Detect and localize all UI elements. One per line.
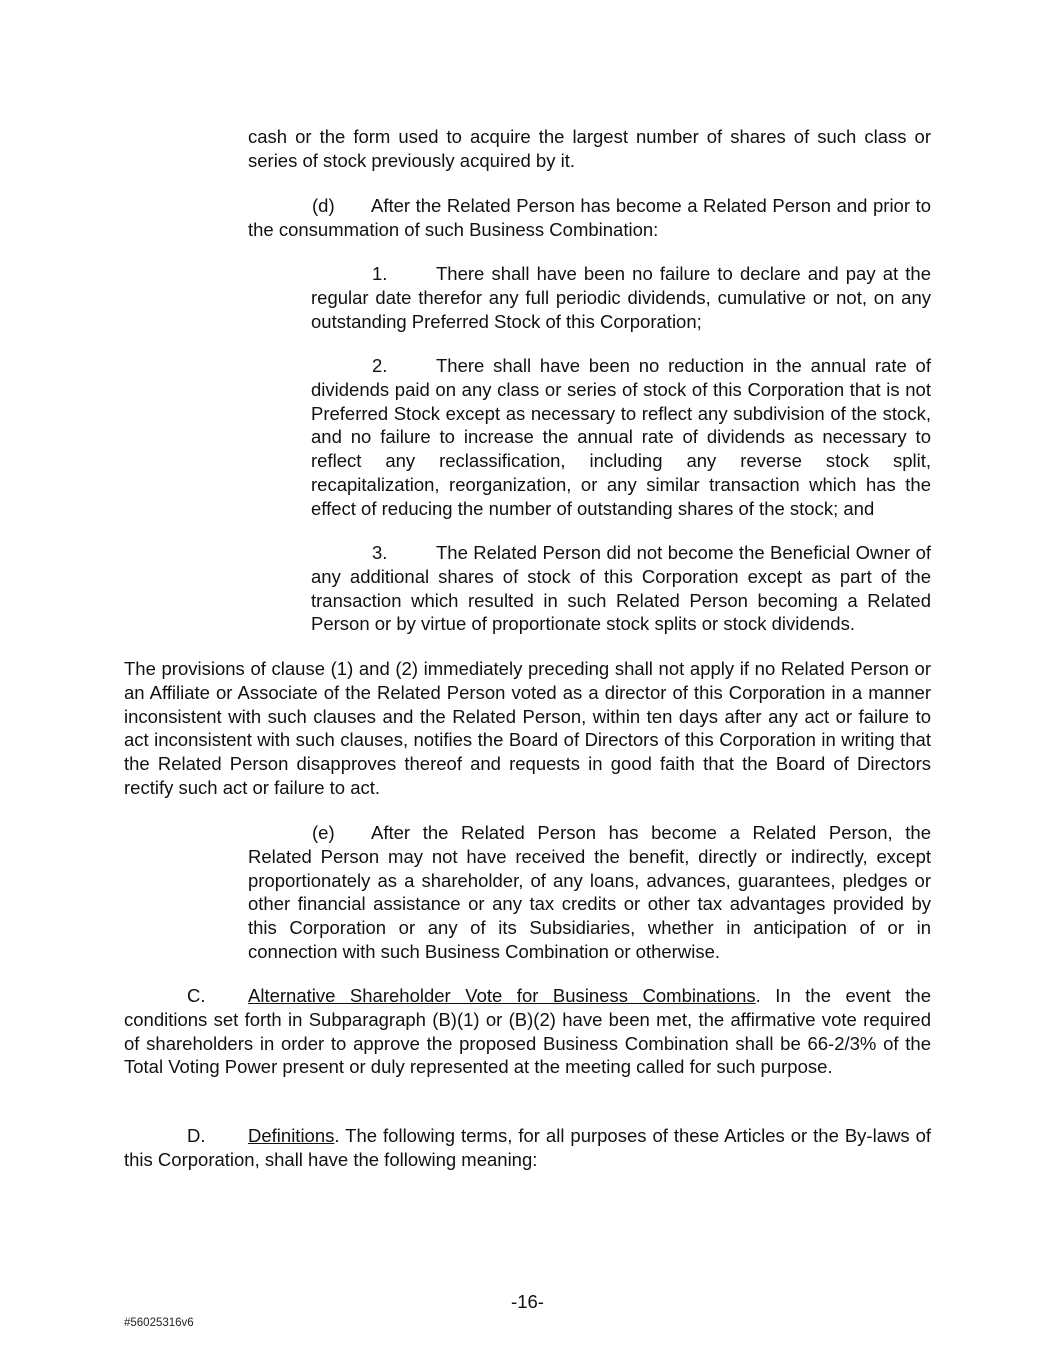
item-number: 2. — [372, 355, 388, 376]
item-text: There shall have been no failure to declare and pay at the regular date therefor any full periodic dividends, cumulative or not, on any outstanding Preferred Stock of this Corporation; — [311, 263, 931, 332]
clause-label: (d) — [312, 195, 335, 216]
clause-text: After the Related Person has become a Related Person, the Related Person may not have received the benefit, directly or indirectly, except proportionately as a shareholder, of any loans, advances, guarantees, pledges or other financial assistance or any tax credits or other tax advantages provided by this Corporation or any of its Subsidiaries, whether in anticipation of or in connection with such Business Combination or otherwise. — [248, 822, 931, 962]
page-number: -16- — [511, 1291, 544, 1312]
section-heading: Definitions — [248, 1125, 335, 1146]
item-number: 3. — [372, 542, 388, 563]
section-text: . The following terms, for all purposes of these Articles or the By-laws of this Corporation, shall have the following meaning: — [124, 1125, 931, 1170]
section-c — [124, 984, 931, 1079]
item-number: 1. — [372, 263, 388, 284]
paragraph-text: cash or the form used to acquire the largest number of shares of such class or series of stock previously acquired by it. — [248, 126, 931, 171]
section-heading: Alternative Shareholder Vote for Business Combinations — [248, 985, 756, 1006]
paragraph-provisions — [124, 657, 931, 800]
paragraph-cash — [248, 125, 931, 173]
list-item — [311, 354, 931, 521]
item-text: The Related Person did not become the Beneficial Owner of any additional shares of stock of this Corporation except as part of the transaction which resulted in such Related Person becoming a Related Person or by virtue of proportionate stock splits or stock dividends. — [311, 542, 931, 635]
section-text: . In the event the conditions set forth in Subparagraph (B)(1) or (B)(2) have been met, the affirmative vote required of shareholders in order to approve the proposed Business Combination shall be 66-2/3% of the Total Voting Power present or duly represented at the meeting called for such purpose. — [124, 985, 932, 1078]
list-item — [311, 541, 931, 636]
document-id: #56025316v6 — [124, 1317, 194, 1329]
item-text: There shall have been no reduction in the annual rate of dividends paid on any class or series of stock of this Corporation that is not Preferred Stock except as necessary to reflect any subdivision of the stock, and no failure to increase the annual rate of dividends as necessary to reflect any reclassification, including any reverse stock split, recapitalization, reorganization, or any similar transaction which has the effect of reducing the number of outstanding shares of the stock; and — [311, 355, 931, 519]
clause-text: After the Related Person has become a Related Person and prior to the consummation of such Business Combination: — [248, 195, 931, 240]
list-item — [311, 262, 931, 333]
clause-d — [248, 194, 931, 242]
clause-e — [248, 821, 931, 964]
section-label: D. — [187, 1125, 206, 1146]
section-label: C. — [187, 985, 206, 1006]
section-d — [124, 1124, 931, 1172]
clause-label: (e) — [312, 822, 335, 843]
paragraph-text: The provisions of clause (1) and (2) immediately preceding shall not apply if no Related Person or an Affiliate or Associate of the Related Person voted as a director of this Corporation in a manner inconsistent with such clauses and the Related Person, within ten days after any act or failure to act inconsistent with such clauses, notifies the Board of Directors of this Corporation in writing that the Related Person disapproves thereof and requests in good faith that the Board of Directors rectify such act or failure to act. — [124, 658, 931, 798]
